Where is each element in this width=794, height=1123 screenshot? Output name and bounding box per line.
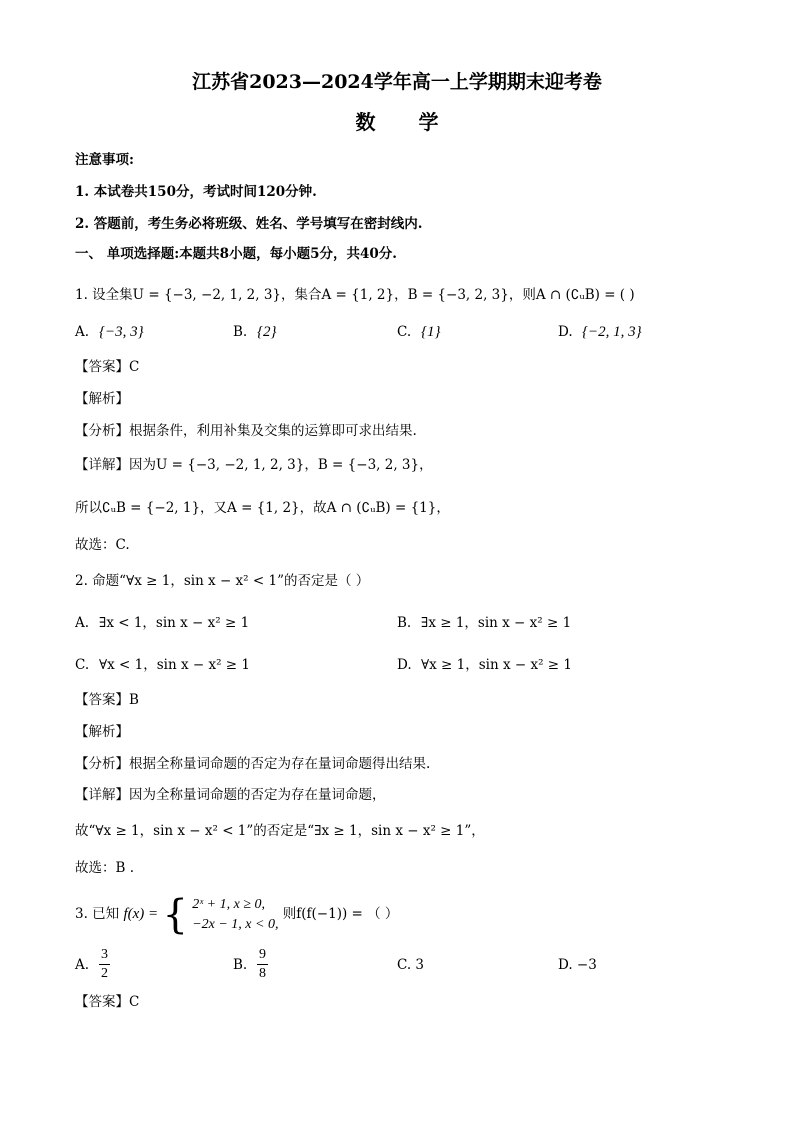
notes-item-2: 2. 答题前，考生务必将班级、姓名、学号填写在密封线内. [75,216,423,232]
question-1-option-b: B. {2} [233,324,277,340]
question-3-prefix: 3. 已知 [75,906,120,922]
piecewise-case-1: 2ˣ + 1, x ≥ 0, [192,896,265,912]
section-heading: 一、 单项选择题:本题共8小题，每小题5分，共40分. [75,246,397,262]
question-3-option-b: B. $\frac{9}{8}$ [233,947,266,981]
question-3-option-a: A. $\frac{3}{2}$ [75,947,108,981]
question-1-stem: 1. 设全集U = {−3, −2, 1, 2, 3}，集合A = {1, 2}，B = {−3, 2, 3}，则A ∩ (∁ᵤB) = ( ) [75,287,635,303]
brace-icon: { [162,891,188,938]
question-2-choose: 故选：B . [75,860,135,876]
fraction-a: $\frac{3}{2}$ [101,947,108,981]
question-2-detail-2: 故“∀x ≥ 1，sin x − x² < 1”的否定是“∃x ≥ 1，sin x − x² ≥ 1”， [75,823,485,839]
option-d-text: ∀x ≥ 1，sin x − x² ≥ 1 [421,657,572,673]
question-2-answer: 【答案】B [75,692,139,708]
question-2-stem: 2. 命题“∀x ≥ 1，sin x − x² < 1”的否定是（ ） [75,573,370,589]
option-a-text: ∃x < 1，sin x − x² ≥ 1 [99,615,250,631]
option-a-text: {−3, 3} [99,324,144,340]
option-c-text: ∀x < 1，sin x − x² ≥ 1 [99,657,250,673]
notes-heading: 注意事项: [75,152,134,168]
notes-item-1: 1. 本试卷共150分，考试时间120分钟. [75,184,317,200]
question-1-option-c: C. {1} [397,324,441,340]
piecewise-case-2: −2x − 1, x < 0, [192,916,279,932]
fraction-b: $\frac{9}{8}$ [259,947,266,981]
question-2-detail: 【详解】因为全称量词命题的否定为存在量词命题， [75,787,386,803]
question-2-option-c: C. ∀x < 1，sin x − x² ≥ 1 [75,657,250,673]
question-1-option-a: A. {−3, 3} [75,324,144,340]
subject-title: 数 学 [355,110,457,134]
question-2-option-d: D. ∀x ≥ 1，sin x − x² ≥ 1 [397,657,572,673]
piecewise-cases [192,895,278,935]
question-1-detail-2: 所以∁ᵤB = {−2, 1}，又A = {1, 2}，故A ∩ (∁ᵤB) = {1}， [75,500,450,516]
page-title: 江苏省2023—2024学年高一上学期期末迎考卷 [192,71,602,93]
option-d-text: {−2, 1, 3} [582,324,642,340]
option-b-text: {2} [257,324,277,340]
question-3-function: f(x) = [123,906,159,922]
question-2-analysis: 【分析】根据全称量词命题的否定为存在量词命题得出结果. [75,756,431,772]
question-2-jiexi: 【解析】 [75,724,129,740]
question-3-answer: 【答案】C [75,994,140,1010]
question-3-stem [75,892,398,936]
question-1-jiexi: 【解析】 [75,391,129,407]
question-3-suffix: 则f(f(−1)) = （ ） [282,906,399,922]
question-1-choose: 故选：C. [75,537,130,553]
question-1-detail: 【详解】因为U = {−3, −2, 1, 2, 3}，B = {−3, 2, 3}， [75,457,433,473]
question-1-analysis: 【分析】根据条件，利用补集及交集的运算即可求出结果. [75,423,417,439]
question-3-option-d: D. −3 [558,957,597,973]
question-1-answer: 【答案】C [75,359,140,375]
option-c-text: {1} [421,324,441,340]
question-3-option-c: C. 3 [397,957,425,973]
option-b-text: ∃x ≥ 1，sin x − x² ≥ 1 [421,615,572,631]
question-2-option-a: A. ∃x < 1，sin x − x² ≥ 1 [75,615,250,631]
question-2-option-b: B. ∃x ≥ 1，sin x − x² ≥ 1 [397,615,572,631]
question-1-option-d: D. {−2, 1, 3} [558,324,642,340]
